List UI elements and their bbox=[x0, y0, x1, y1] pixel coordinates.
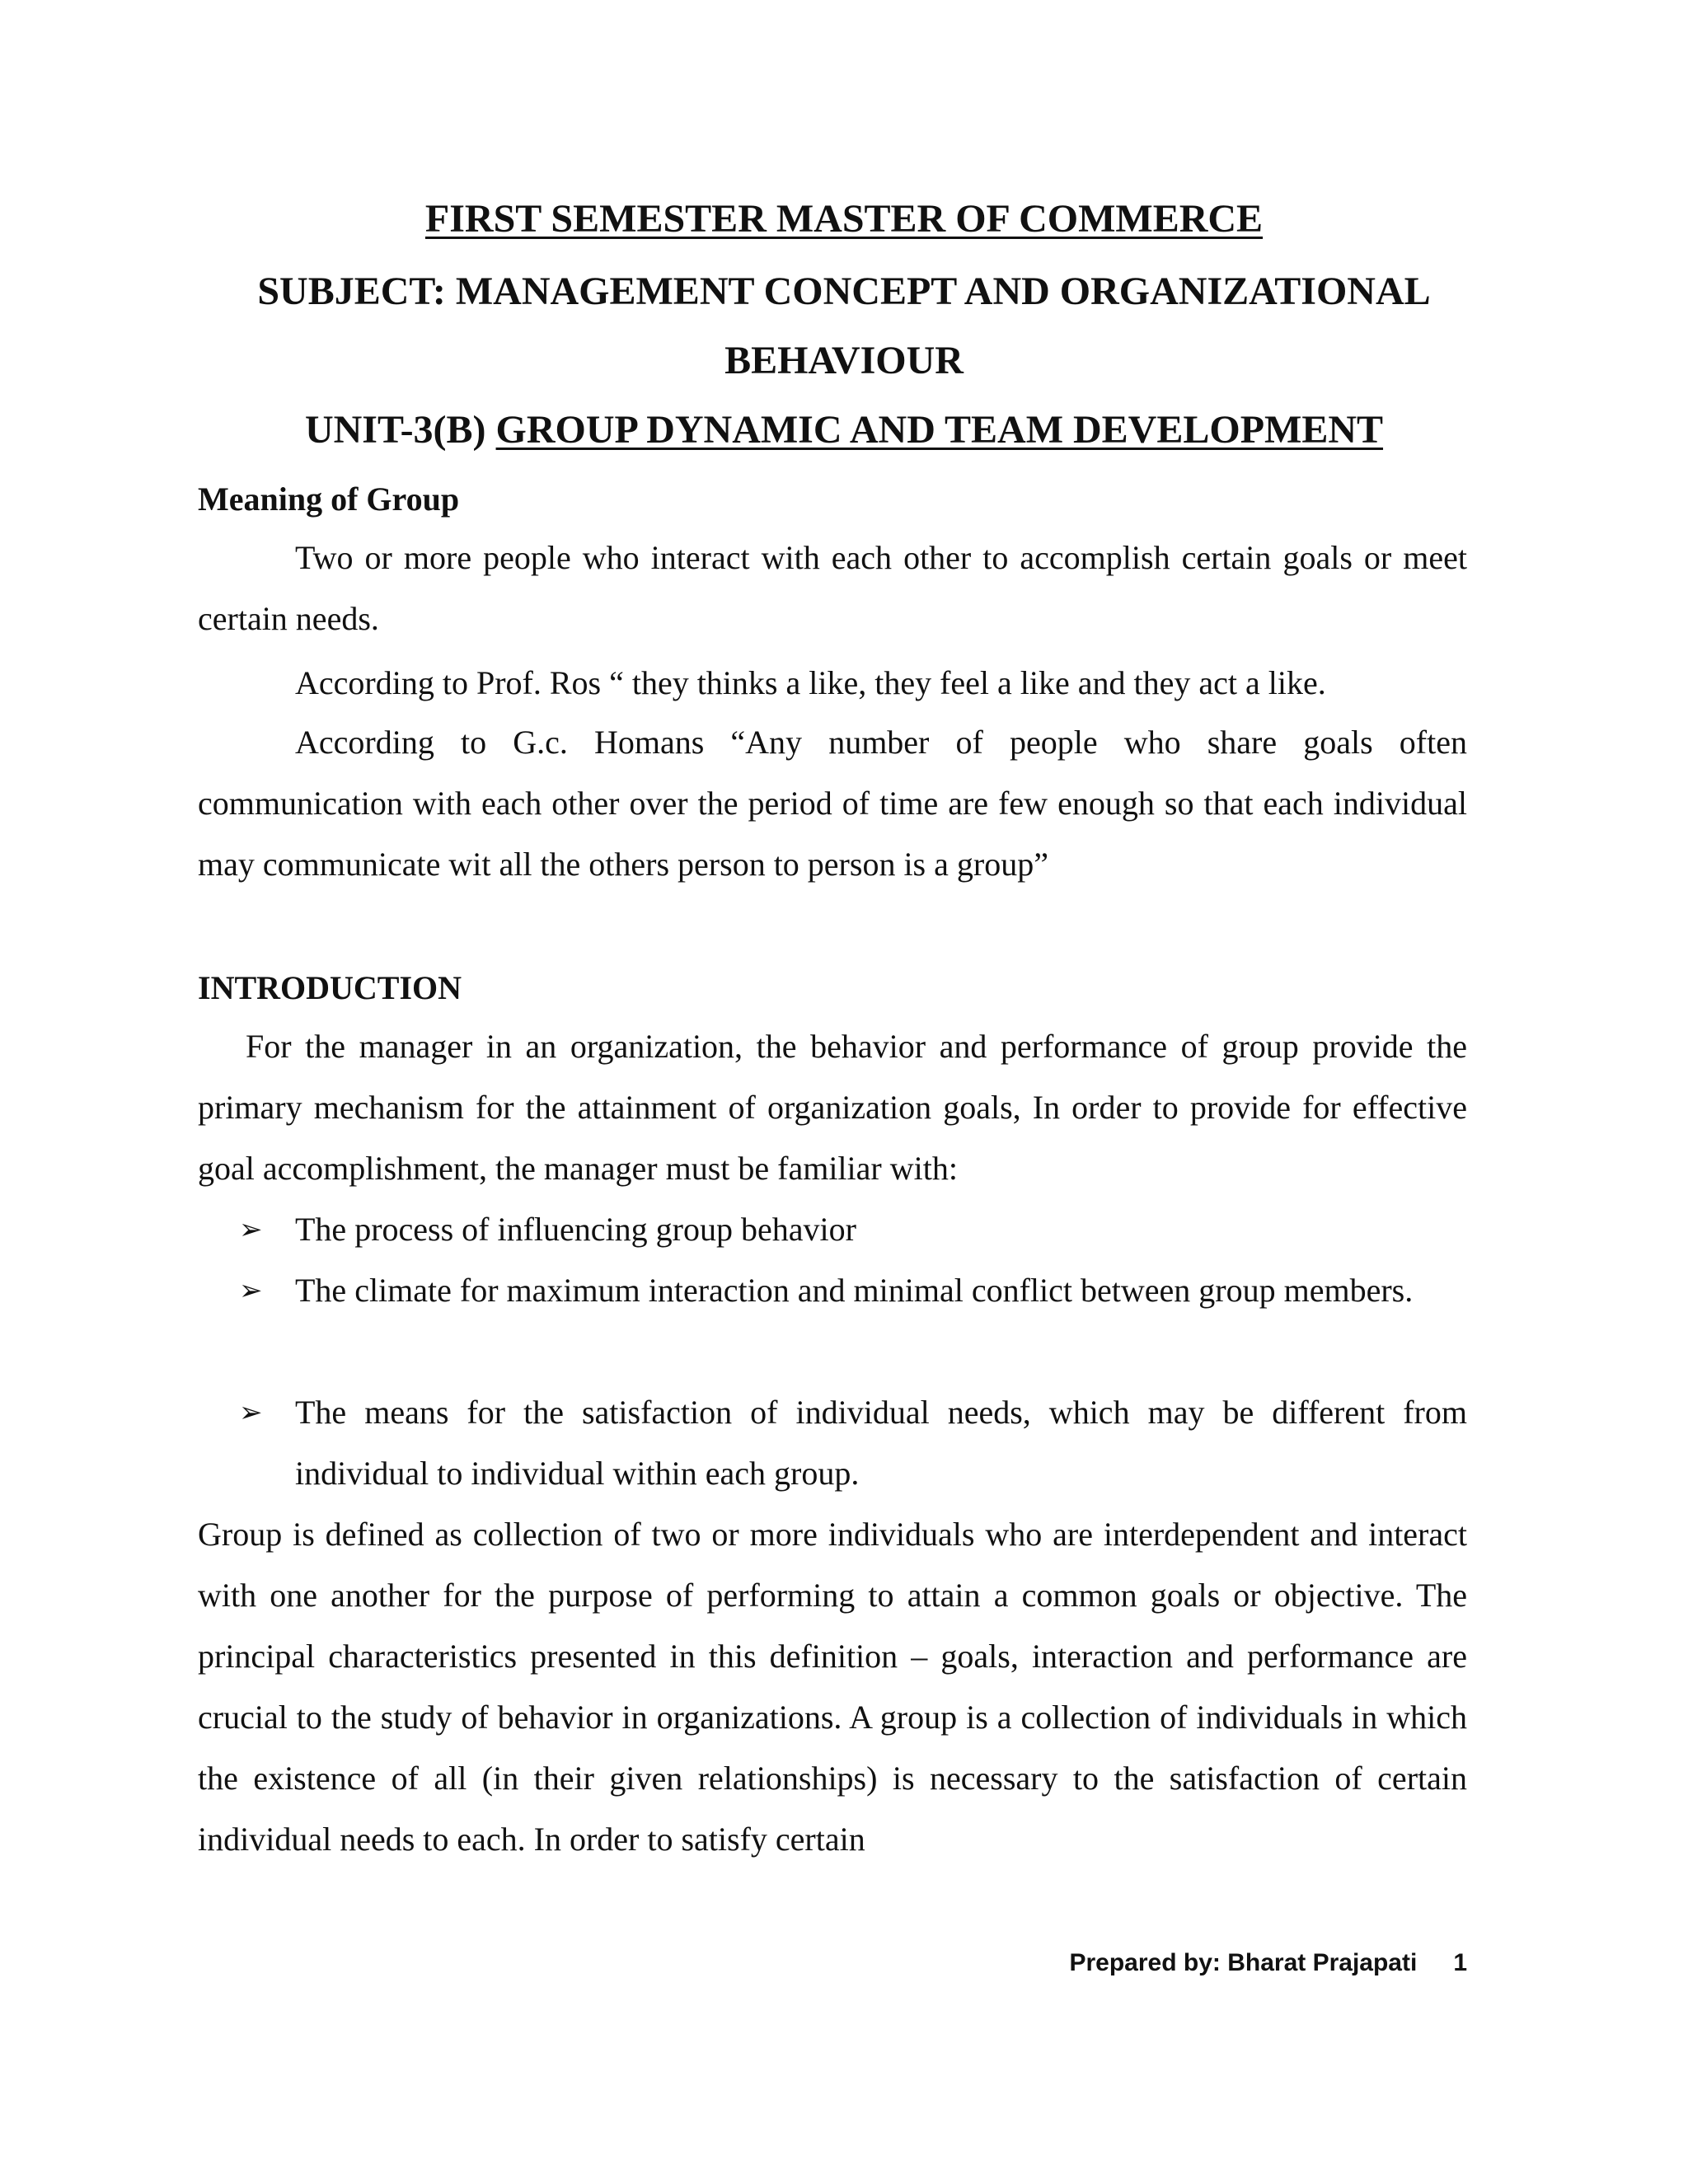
meaning-heading: Meaning of Group bbox=[198, 480, 460, 518]
ros-quote: According to Prof. Ros “ they thinks a like, they feel a like and they act a like. bbox=[295, 664, 1326, 701]
list-item bbox=[239, 1260, 1467, 1321]
group-definition: Two or more people who interact with each other to accomplish certain goals or meet certain needs. bbox=[198, 539, 1467, 637]
list-item-text: The climate for maximum interaction and minimal conflict between group members. bbox=[295, 1272, 1414, 1309]
course-title: FIRST SEMESTER MASTER OF COMMERCE bbox=[424, 197, 1264, 241]
list-item bbox=[239, 1199, 1467, 1260]
list-item bbox=[239, 1382, 1467, 1504]
unit-topic: GROUP DYNAMIC AND TEAM DEVELOPMENT bbox=[495, 408, 1384, 452]
introduction-paragraph: For the manager in an organization, the behavior and performance of group provide the primary mechanism for the attainment of organization goals, In order to provide for effective goal accomplishment, the manager must be familiar with: bbox=[198, 1028, 1467, 1187]
subject-line: SUBJECT: MANAGEMENT CONCEPT AND ORGANIZATIONAL bbox=[257, 269, 1431, 313]
arrow-bullet-icon: ➢ bbox=[239, 1274, 263, 1307]
introduction-heading: INTRODUCTION bbox=[198, 969, 462, 1006]
unit-title bbox=[0, 407, 1688, 453]
list-item-text: The process of influencing group behavior bbox=[295, 1211, 856, 1248]
group-characteristics-paragraph: Group is defined as collection of two or more individuals who are interdependent and interact with one another for the purpose of performing to attain a common goals or objective. The principal characteristics presented in this definition – goals, interaction and performance are crucial to the study of behavior in organizations. A group is a collection of individuals in which the existence of all (in their given relationships) is necessary to the satisfaction of certain individual needs to each. In order to satisfy certain bbox=[198, 1516, 1467, 1858]
author-credit: Prepared by: Bharat Prajapati bbox=[1069, 1949, 1418, 1976]
page-footer bbox=[1069, 1948, 1467, 1978]
unit-prefix: UNIT-3(B) bbox=[304, 408, 486, 452]
homans-quote: According to G.c. Homans “Any number of people who share goals often communication with each other over the period of time are few enough so that each individual may communicate wit all the others person to person is a group” bbox=[198, 724, 1467, 883]
subject-line-continued: BEHAVIOUR bbox=[724, 339, 964, 382]
list-item-text: The means for the satisfaction of individual needs, which may be different from individual to individual within each group. bbox=[295, 1394, 1467, 1492]
arrow-bullet-icon: ➢ bbox=[239, 1396, 263, 1429]
page-number: 1 bbox=[1453, 1949, 1467, 1976]
arrow-bullet-icon: ➢ bbox=[239, 1213, 263, 1246]
